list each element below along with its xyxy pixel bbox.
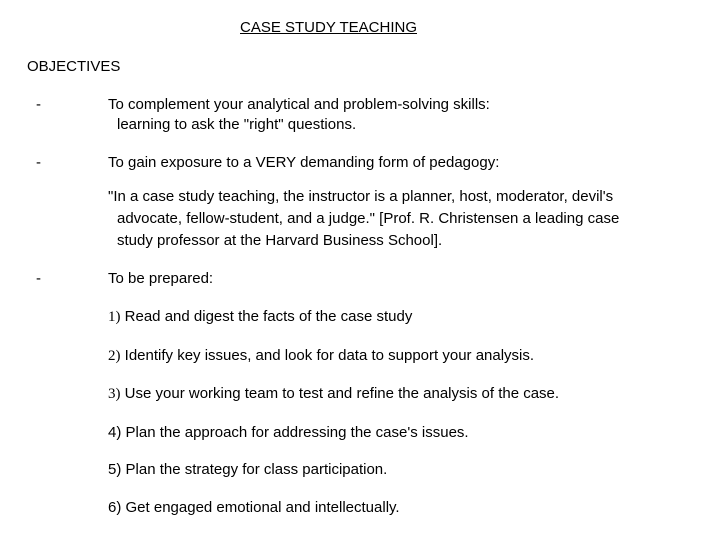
bullet-marker: - xyxy=(36,270,41,287)
objectives-heading: OBJECTIVES xyxy=(27,58,121,75)
step-text: Plan the strategy for class participation. xyxy=(121,461,388,478)
objective-2-line1: To gain exposure to a VERY demanding form of pedagogy: xyxy=(108,154,500,171)
step-1 xyxy=(108,306,412,328)
step-number: 3) xyxy=(108,386,121,402)
step-number: 1) xyxy=(108,309,121,325)
step-text: Read and digest the facts of the case study xyxy=(120,308,413,325)
quote-line-3: study professor at the Harvard Business School]. xyxy=(117,232,443,249)
step-4 xyxy=(108,422,469,443)
quote-line-1: "In a case study teaching, the instructor is a planner, host, moderator, devil's xyxy=(108,188,614,205)
objective-1-line1: To complement your analytical and problem-solving skills: xyxy=(108,96,490,113)
step-text: Identify key issues, and look for data to support your analysis. xyxy=(120,347,535,364)
step-number: 5) xyxy=(108,461,122,478)
objective-1-line2: learning to ask the "right" questions. xyxy=(117,116,357,133)
step-2 xyxy=(108,345,534,367)
page-title: CASE STUDY TEACHING xyxy=(240,19,417,36)
objective-3-line1: To be prepared: xyxy=(108,270,214,287)
bullet-marker: - xyxy=(36,96,41,113)
bullet-marker: - xyxy=(36,154,41,171)
step-text: Plan the approach for addressing the case's issues. xyxy=(121,424,469,441)
step-6 xyxy=(108,497,400,518)
step-3 xyxy=(108,383,559,405)
step-number: 4) xyxy=(108,424,122,441)
step-text: Get engaged emotional and intellectually. xyxy=(121,499,400,516)
step-number: 6) xyxy=(108,499,122,516)
step-text: Use your working team to test and refine the analysis of the case. xyxy=(120,385,560,402)
step-number: 2) xyxy=(108,348,121,364)
step-5 xyxy=(108,459,387,480)
quote-line-2: advocate, fellow-student, and a judge." [Prof. R. Christensen a leading case xyxy=(117,210,620,227)
